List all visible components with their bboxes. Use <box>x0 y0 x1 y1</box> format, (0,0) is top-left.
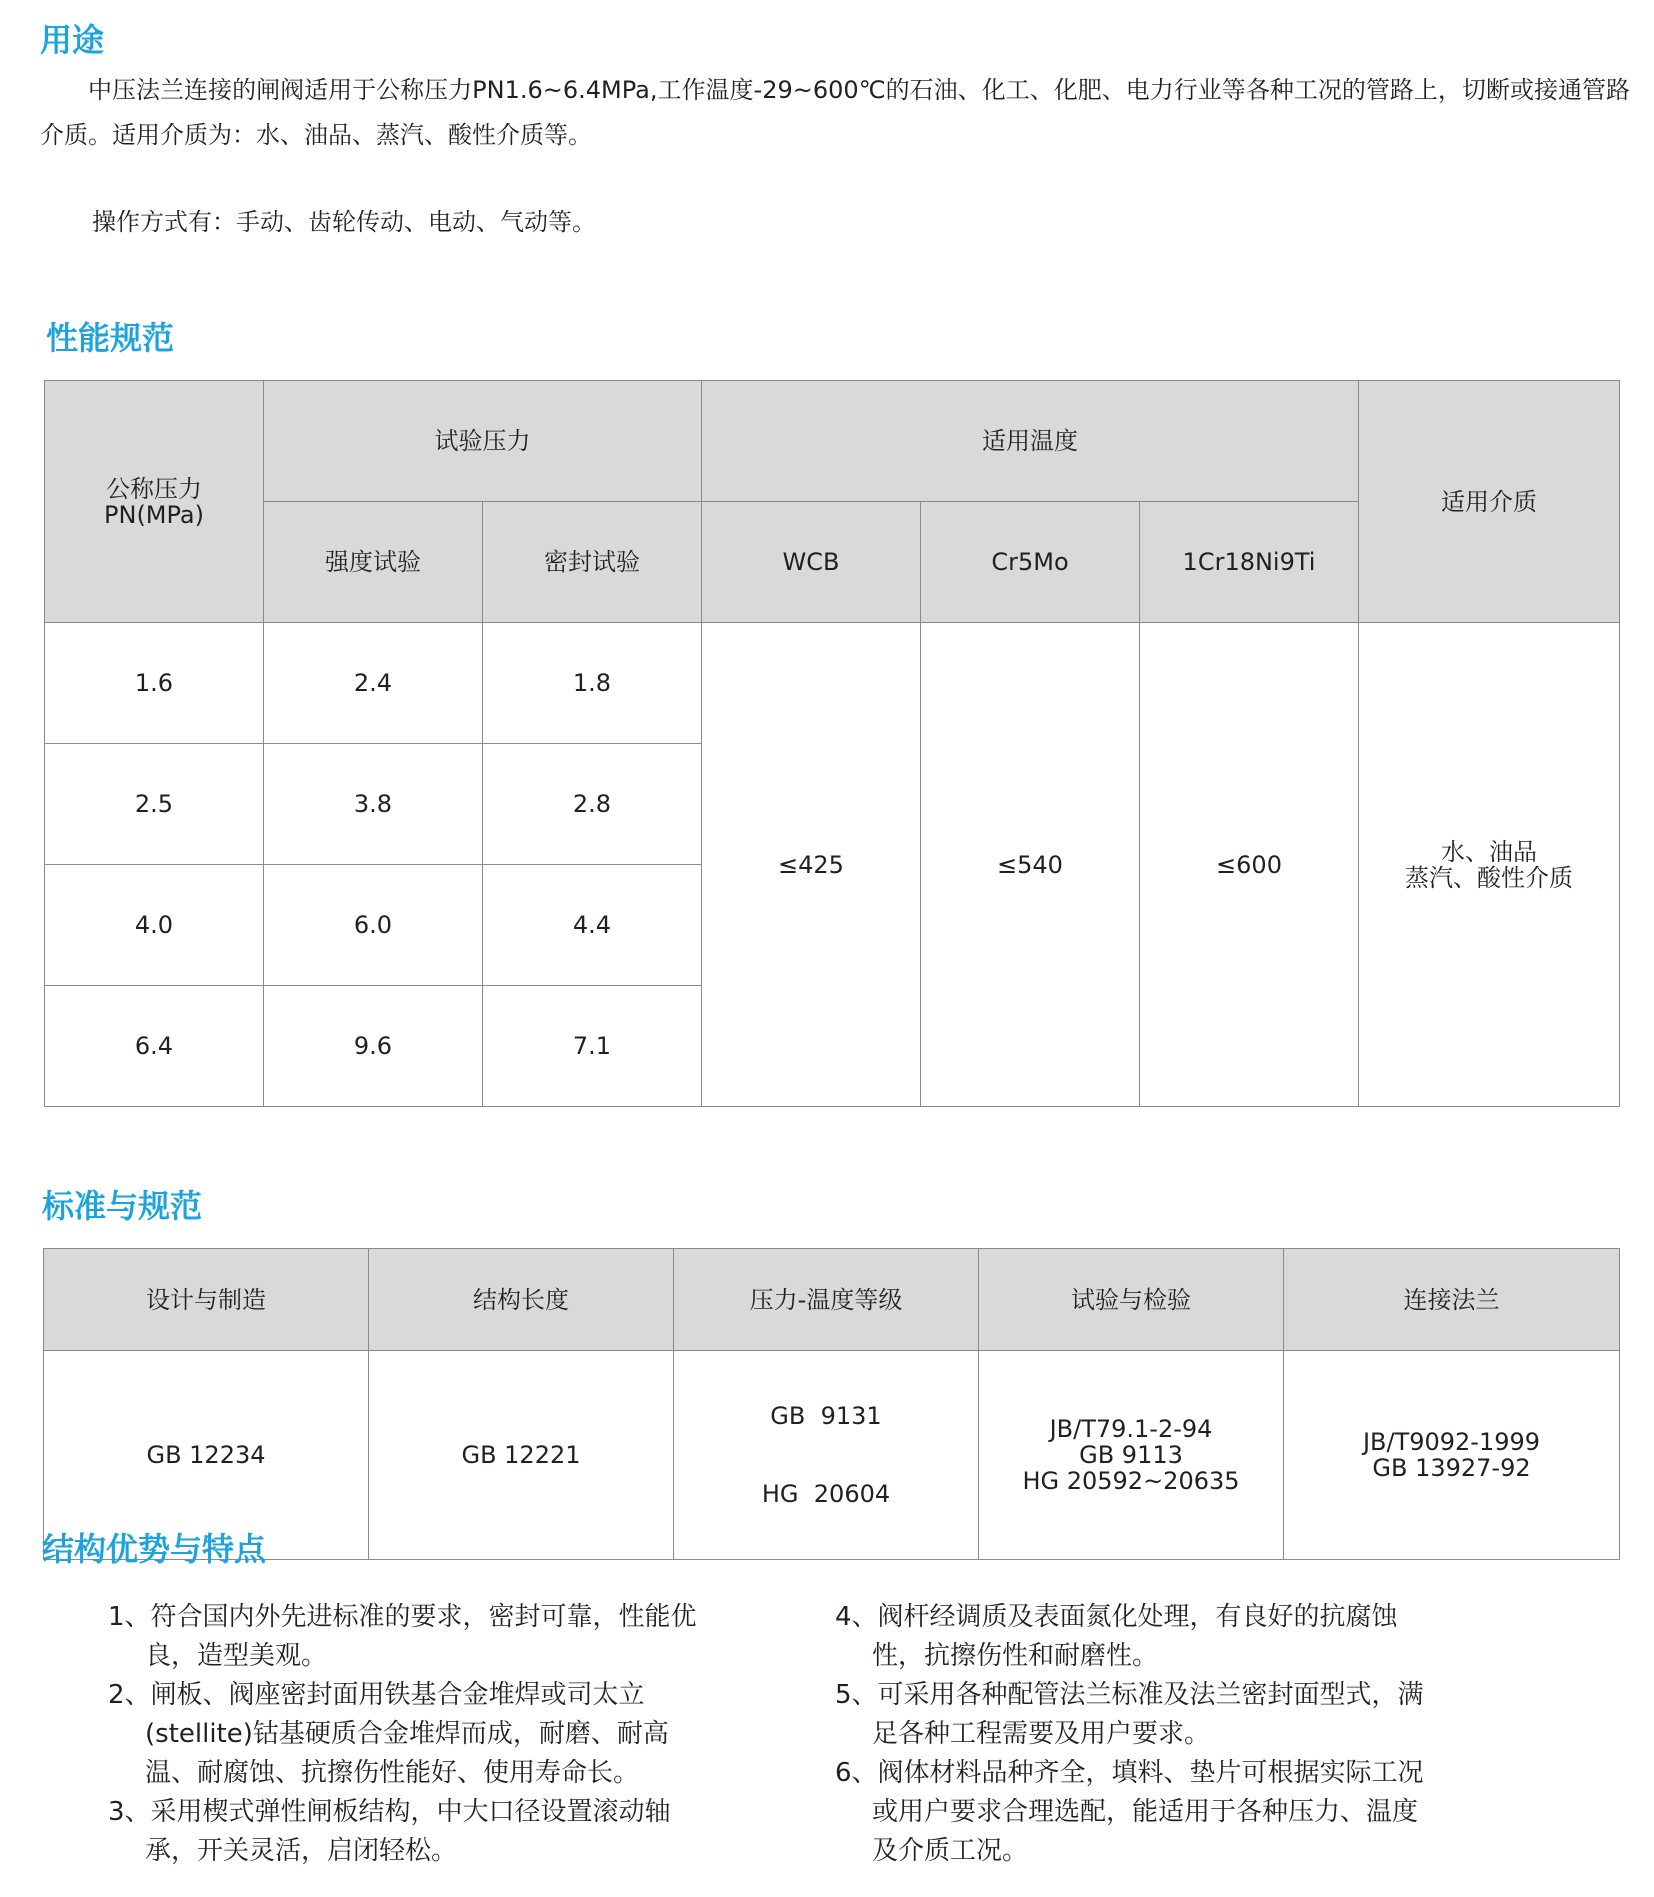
strength-test-header: 强度试验 <box>264 502 483 623</box>
pn-cell: 2.5 <box>45 744 264 865</box>
table-row <box>45 623 1620 744</box>
temperature-header: 适用温度 <box>702 381 1359 502</box>
length-cell: GB 12221 <box>369 1351 674 1560</box>
list-item: 6、阀体材料品种齐全，填料、垫片可根据实际工况或用户要求合理选配，能适用于各种压力、温度及介质工况。 <box>835 1758 1424 1866</box>
standards-heading: 标准与规范 <box>42 1187 203 1225</box>
inspection-header: 试验与检验 <box>979 1249 1284 1351</box>
standards-table <box>43 1248 1620 1560</box>
medium-cell: 水、油品 蒸汽、酸性介质 <box>1359 623 1620 1107</box>
design-header: 设计与制造 <box>44 1249 369 1351</box>
flange-cell: JB/T9092-1999 GB 13927-92 <box>1284 1351 1620 1560</box>
strength-cell: 6.0 <box>264 865 483 986</box>
usage-heading: 用途 <box>40 21 105 59</box>
flange-header: 连接法兰 <box>1284 1249 1620 1351</box>
performance-table <box>44 380 1620 1107</box>
strength-cell: 9.6 <box>264 986 483 1107</box>
stainless-header: 1Cr18Ni9Ti <box>1140 502 1359 623</box>
seal-cell: 2.8 <box>483 744 702 865</box>
list-item: 2、闸板、阀座密封面用铁基合金堆焊或司太立(stellite)钴基硬质合金堆焊而成，耐磨、耐高温、耐腐蚀、抗擦伤性能好、使用寿命长。 <box>108 1680 669 1788</box>
seal-cell: 7.1 <box>483 986 702 1107</box>
seal-cell: 4.4 <box>483 865 702 986</box>
list-item: 4、阀杆经调质及表面氮化处理，有良好的抗腐蚀性，抗擦伤性和耐磨性。 <box>835 1602 1398 1671</box>
operation-paragraph: 操作方式有：手动、齿轮传动、电动、气动等。 <box>92 208 596 236</box>
list-item: 1、符合国内外先进标准的要求，密封可靠，性能优良，造型美观。 <box>108 1602 697 1671</box>
seal-cell: 1.8 <box>483 623 702 744</box>
medium-header: 适用介质 <box>1359 381 1620 623</box>
length-header: 结构长度 <box>369 1249 674 1351</box>
pn-cell: 6.4 <box>45 986 264 1107</box>
pn-cell: 1.6 <box>45 623 264 744</box>
strength-cell: 2.4 <box>264 623 483 744</box>
performance-heading: 性能规范 <box>46 319 175 357</box>
features-right-list <box>835 1598 1425 1871</box>
wcb-temp-cell: ≤425 <box>702 623 921 1107</box>
list-item: 3、采用楔式弹性闸板结构，中大口径设置滚动轴承，开关灵活，启闭轻松。 <box>108 1797 671 1866</box>
table-row <box>44 1351 1620 1560</box>
wcb-header: WCB <box>702 502 921 623</box>
rating-header: 压力-温度等级 <box>674 1249 979 1351</box>
cr5mo-header: Cr5Mo <box>921 502 1140 623</box>
test-pressure-header: 试验压力 <box>264 381 702 502</box>
seal-test-header: 密封试验 <box>483 502 702 623</box>
list-item: 5、可采用各种配管法兰标准及法兰密封面型式，满足各种工程需要及用户要求。 <box>835 1680 1424 1749</box>
strength-cell: 3.8 <box>264 744 483 865</box>
inspection-cell: JB/T79.1-2-94 GB 9113 HG 20592~20635 <box>979 1351 1284 1560</box>
design-cell: GB 12234 <box>44 1351 369 1560</box>
cr5mo-temp-cell: ≤540 <box>921 623 1140 1107</box>
stainless-temp-cell: ≤600 <box>1140 623 1359 1107</box>
nominal-pressure-header: 公称压力 PN(MPa) <box>45 381 264 623</box>
pn-cell: 4.0 <box>45 865 264 986</box>
usage-paragraph: 中压法兰连接的闸阀适用于公称压力PN1.6~6.4MPa,工作温度-29~600℃的石油、化工、化肥、电力行业等各种工况的管路上，切断或接通管路介质。适用介质为：水、油品、蒸汽、酸性介质等。 <box>40 76 1630 149</box>
features-left-list <box>108 1598 708 1871</box>
features-heading: 结构优势与特点 <box>42 1530 267 1568</box>
rating-cell: GB 9131 HG 20604 <box>674 1351 979 1560</box>
